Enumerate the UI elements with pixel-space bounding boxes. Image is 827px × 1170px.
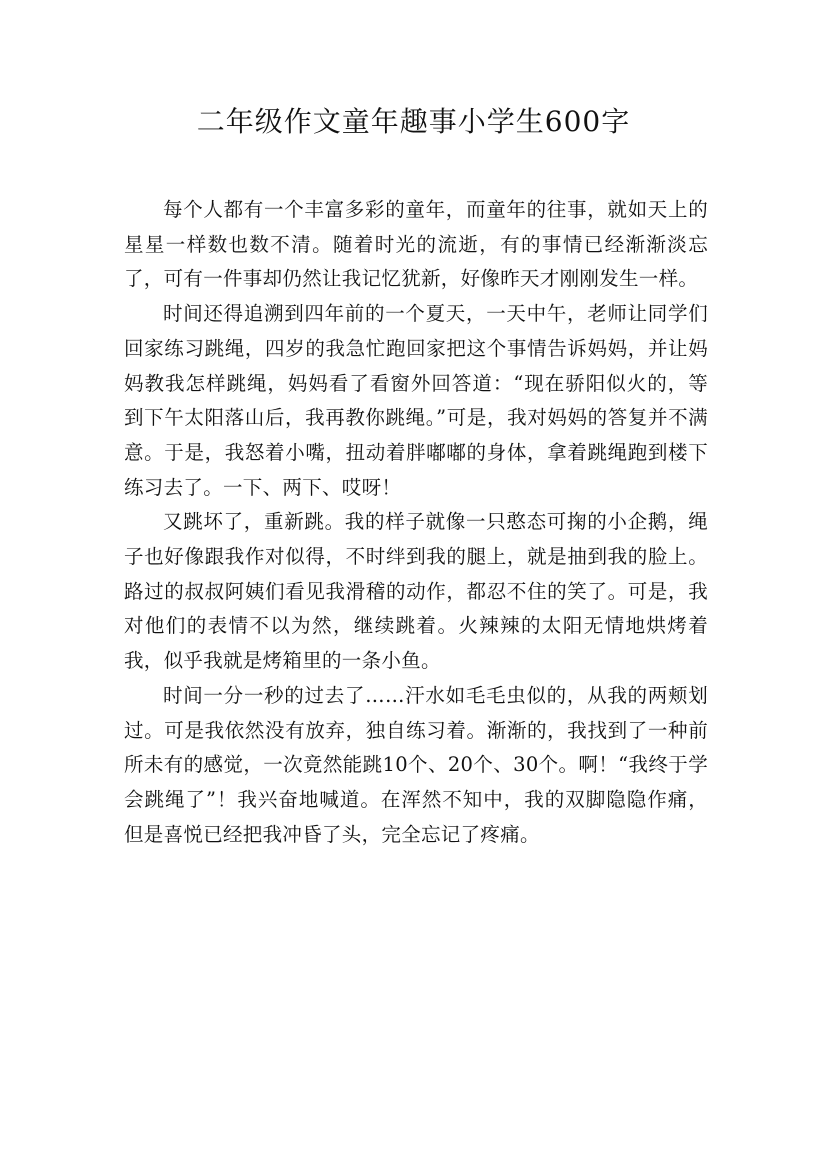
paragraph-3: 又跳坏了，重新跳。我的样子就像一只憨态可掬的小企鹅，绳子也好像跟我作对似得，不时绊到我的腿上，就是抽到我的脸上。路过的叔叔阿姨们看见我滑稽的动作，都忍不住的笑了。可是，我对他们的表情不以为然，继续跳着。火辣辣的太阳无情地烘烤着我，似乎我就是烤箱里的一条小鱼。 — [124, 510, 708, 673]
paragraph-4: 时间一分一秒的过去了……汗水如毛毛虫似的，从我的两颊划过。可是我依然没有放弃，独自练习着。渐渐的，我找到了一种前所未有的感觉，一次竟然能跳10个、20个、30个。啊！“我终于学会跳绳了”！我兴奋地喊道。在浑然不知中，我的双脚隐隐作痛，但是喜悦已经把我冲昏了头，完全忘记了疼痛。 — [124, 683, 708, 846]
document-title: 二年级作文童年趣事小学生600字 — [196, 105, 631, 138]
paragraph-2: 时间还得追溯到四年前的一个夏天，一天中午，老师让同学们回家练习跳绳，四岁的我急忙跑回家把这个事情告诉妈妈，并让妈妈教我怎样跳绳，妈妈看了看窗外回答道：“现在骄阳似火的，等到下午太阳落山后，我再教你跳绳。”可是，我对妈妈的答复并不满意。于是，我怒着小嘴，扭动着胖嘟嘟的身体，拿着跳绳跑到楼下练习去了。一下、两下、哎呀！ — [124, 302, 708, 499]
paragraph-1: 每个人都有一个丰富多彩的童年，而童年的往事，就如天上的星星一样数也数不清。随着时光的流逝，有的事情已经渐渐淡忘了，可有一件事却仍然让我记忆犹新，好像昨天才刚刚发生一样。 — [124, 198, 708, 291]
document-body — [124, 193, 708, 852]
